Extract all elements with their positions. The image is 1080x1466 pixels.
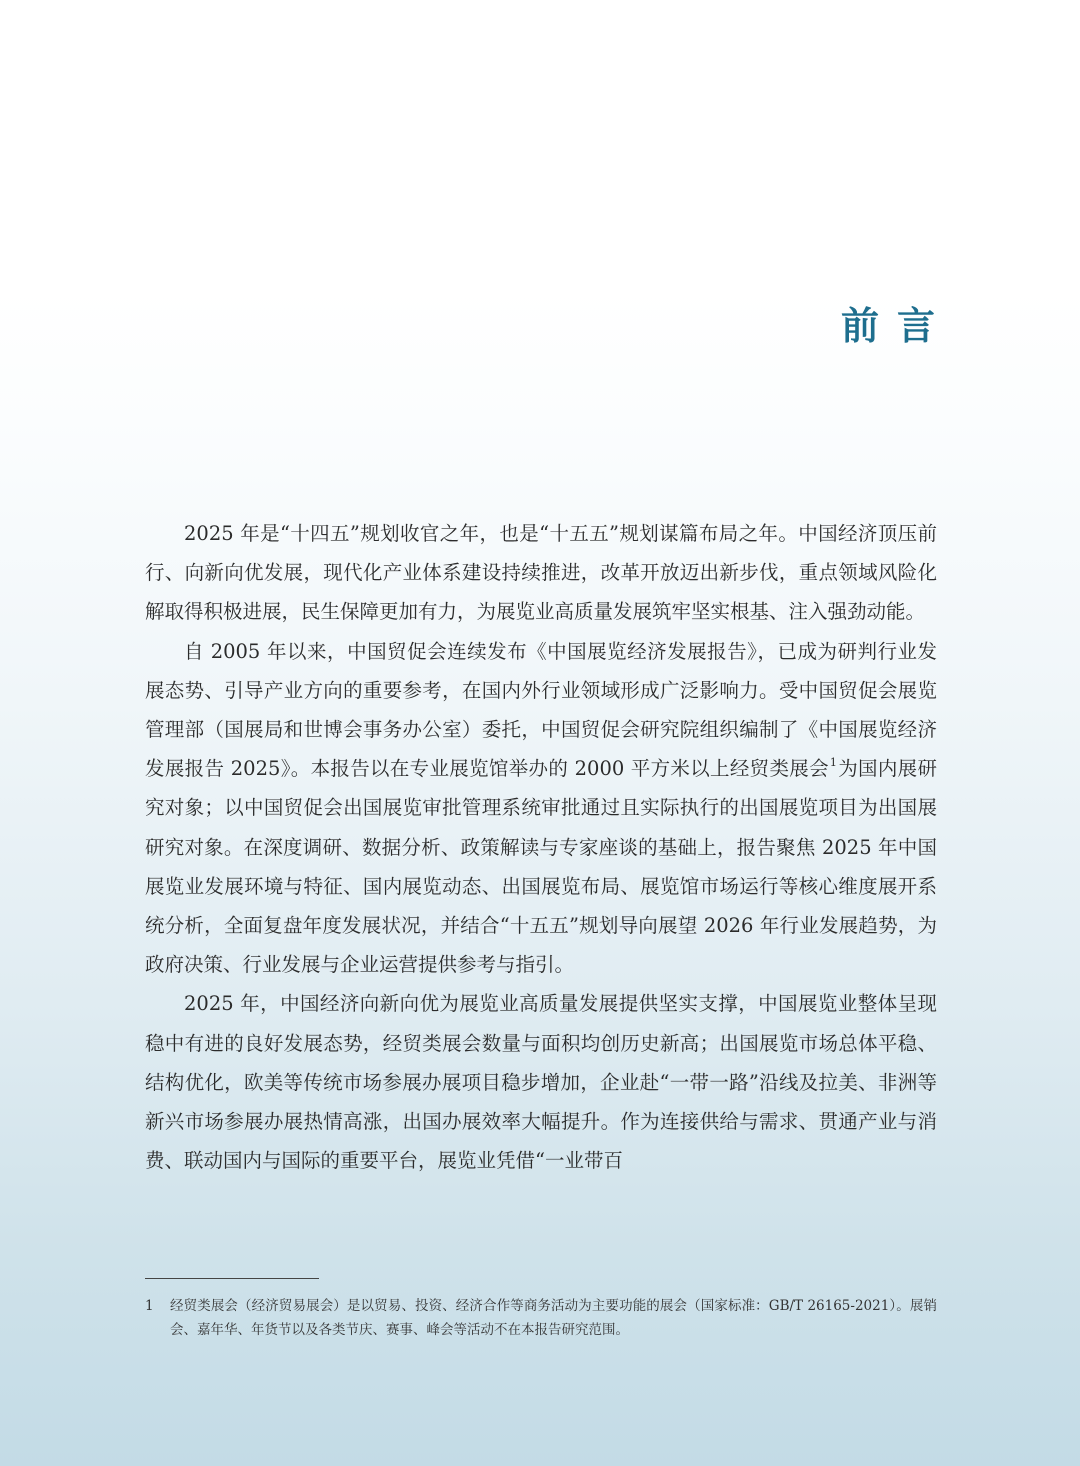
paragraph-2	[145, 632, 937, 985]
paragraph-3: 2025 年，中国经济向新向优为展览业高质量发展提供坚实支撑，中国展览业整体呈现稳中有进的良好发展态势，经贸类展会数量与面积均创历史新高；出国展览市场总体平稳、结构优化，欧美等传统市场参展办展项目稳步增加，企业赴“一带一路”沿线及拉美、非洲等新兴市场参展办展热情高涨，出国办展效率大幅提升。作为连接供给与需求、贯通产业与消费、联动国内与国际的重要平台，展览业凭借“一业带百	[145, 992, 937, 1173]
paragraph-2-part-2: 为国内展研究对象；以中国贸促会出国展览审批管理系统审批通过且实际执行的出国展览项目为出国展研究对象。在深度调研、数据分析、政策解读与专家座谈的基础上，报告聚焦 2025 年中国展览业发展环境与特征、国内展览动态、出国展览布局、展览馆市场运行等核心维度展开系统分析，全面复盘年度发展状况，并结合“十五五”规划导向展望 2026 年行业发展趋势，为政府决策、行业发展与企业运营提供参考与指引。	[145, 757, 937, 977]
paragraph-1: 2025 年是“十四五”规划收官之年，也是“十五五”规划谋篇布局之年。中国经济顶压前行、向新向优发展，现代化产业体系建设持续推进，改革开放迈出新步伐，重点领域风险化解取得积极进展，民生保障更加有力，为展览业高质量发展筑牢坚实根基、注入强劲动能。	[145, 522, 937, 624]
paragraph-2-part-1: 自 2005 年以来，中国贸促会连续发布《中国展览经济发展报告》，已成为研判行业发展态势、引导产业方向的重要参考，在国内外行业领域形成广泛影响力。受中国贸促会展览管理部（国展局和世博会事务办公室）委托，中国贸促会研究院组织编制了《中国展览经济发展报告 2025》。本报告以在专业展览馆举办的 2000 平方米以上经贸类展会	[145, 639, 937, 781]
body-text	[145, 514, 937, 1180]
footnote-reference: 1	[829, 756, 837, 770]
footnote-divider	[145, 1278, 319, 1279]
page-title: 前言	[840, 304, 953, 348]
footnote-number: 1	[145, 1298, 154, 1314]
footnote	[145, 1294, 937, 1342]
footnote-text: 经贸类展会（经济贸易展会）是以贸易、投资、经济合作等商务活动为主要功能的展会（国家标准：GB/T 26165-2021）。展销会、嘉年华、年货节以及各类节庆、赛事、峰会等活动不在本报告研究范围。	[170, 1298, 937, 1338]
